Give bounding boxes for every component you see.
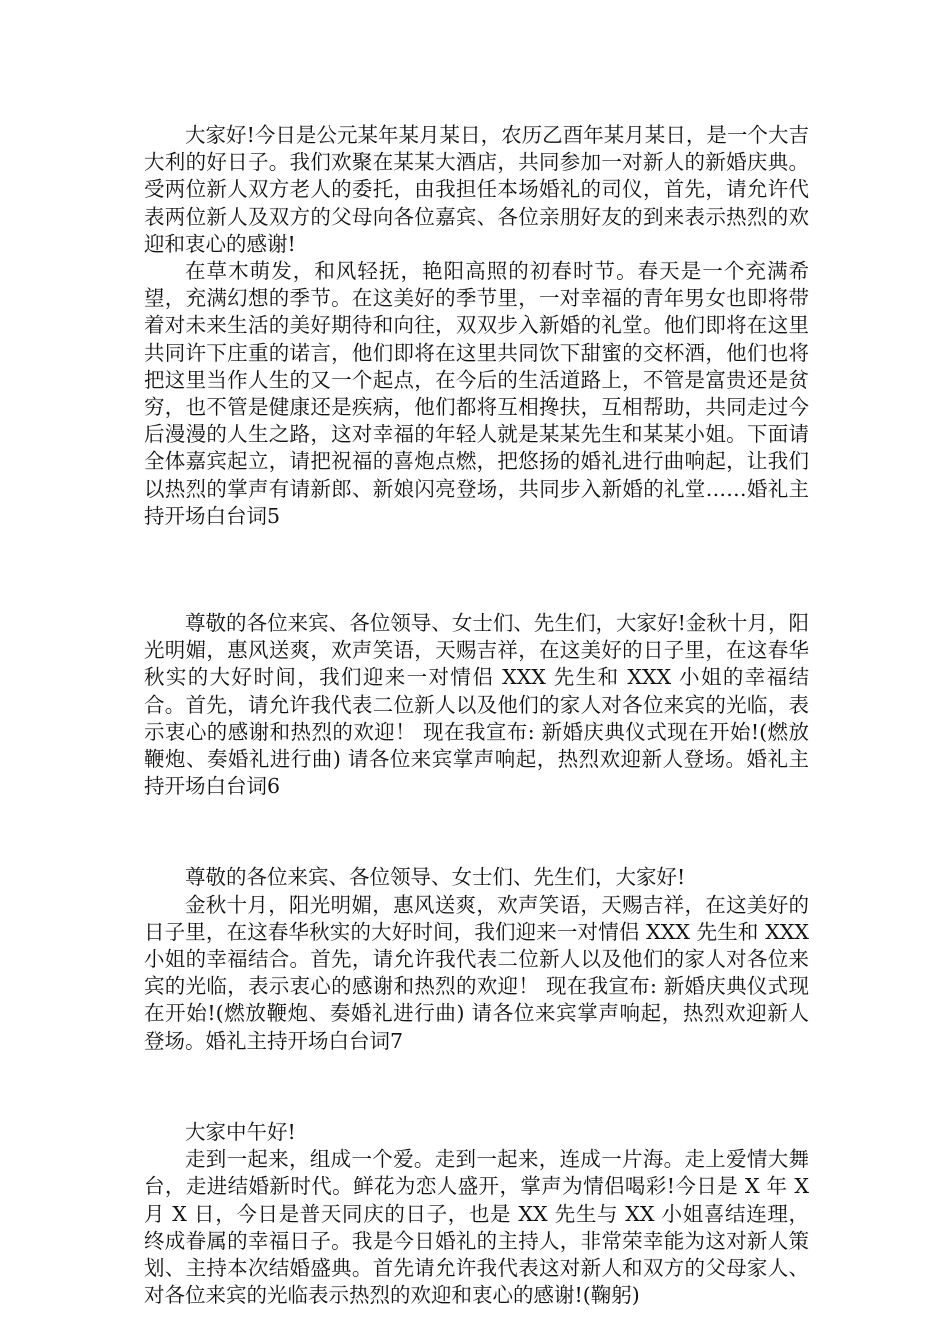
paragraph-noon-greeting: 大家中午好! xyxy=(185,1119,296,1144)
paragraph-come-together: 走到一起来，组成一个爱。走到一起来，连成一片海。走上爱情大舞台，走进结婚新时代。鲜花为恋人盛开，掌声为情侣喝彩!今日是 X 年 X 月 X 日，今日是普天同庆的日子，也是 XX 先生与 XX 小姐喜结连理，终成眷属的幸福日子。我是今日婚礼的主持人，非常荣幸能为这对新人策划、主持本次结婚盛典。首先请允许我代表这对新人和双方的父母家人、对各位来宾的光临表示热烈的欢迎和衷心的感谢!(鞠躬) xyxy=(144,1147,809,1308)
document-page xyxy=(144,122,809,1309)
paragraph-golden-autumn-2: 金秋十月，阳光明媚，惠风送爽，欢声笑语，天赐吉祥，在这美好的日子里，在这春华秋实的大好时间，我们迎来一对情侣 XXX 先生和 XXX 小姐的幸福结合。首先，请允许我代表二位新人以及他们的家人对各位来宾的光临，表示衷心的感谢和热烈的欢迎！ 现在我宣布: 新婚庆典仪式现在开始!(燃放鞭炮、奏婚礼进行曲) 请各位来宾掌声响起，热烈欢迎新人登场。婚礼主持开场白台词7 xyxy=(144,892,809,1053)
paragraph-opening-greeting: 大家好!今日是公元某年某月某日，农历乙酉年某月某日，是一个大吉大利的好日子。我们欢聚在某某大酒店，共同参加一对新人的新婚庆典。受两位新人双方老人的委托，由我担任本场婚礼的司仪，首先，请允许代表两位新人及双方的父母向各位嘉宾、各位亲朋好友的到来表示热烈的欢迎和衷心的感谢! xyxy=(144,123,809,256)
paragraph-golden-autumn: 尊敬的各位来宾、各位领导、女士们、先生们，大家好!金秋十月，阳光明媚，惠风送爽，欢声笑语，天赐吉祥，在这美好的日子里，在这春华秋实的大好时间，我们迎来一对情侣 XXX 先生和 XXX 小姐的幸福结合。首先，请允许我代表二位新人以及他们的家人对各位来宾的光临，表示衷心的感谢和热烈的欢迎！ 现在我宣布: 新婚庆典仪式现在开始!(燃放鞭炮、奏婚礼进行曲) 请各位来宾掌声响起，热烈欢迎新人登场。婚礼主持开场白台词6 xyxy=(144,611,809,799)
section-spacer xyxy=(144,530,809,610)
section-spacer xyxy=(144,1055,809,1119)
paragraph-respected-guests: 尊敬的各位来宾、各位领导、女士们、先生们，大家好! xyxy=(185,865,686,890)
paragraph-spring-ceremony: 在草木萌发，和风轻抚，艳阳高照的初春时节。春天是一个充满希望，充满幻想的季节。在这美好的季节里，一对幸福的青年男女也即将带着对未来生活的美好期待和向往，双双步入新婚的礼堂。他们即将在这里共同许下庄重的诺言，他们即将在这里共同饮下甜蜜的交杯酒，他们也将把这里当作人生的又一个起点，在今后的生活道路上，不管是富贵还是贫穷，也不管是健康还是疾病，他们都将互相搀扶，互相帮助，共同走过今后漫漫的人生之路，这对幸福的年轻人就是某某先生和某某小姐。下面请全体嘉宾起立，请把祝福的喜炮点燃，把悠扬的婚礼进行曲响起，让我们以热烈的掌声有请新郎、新娘闪亮登场，共同步入新婚的礼堂……婚礼主持开场白台词5 xyxy=(144,259,809,528)
section-spacer xyxy=(144,800,809,864)
